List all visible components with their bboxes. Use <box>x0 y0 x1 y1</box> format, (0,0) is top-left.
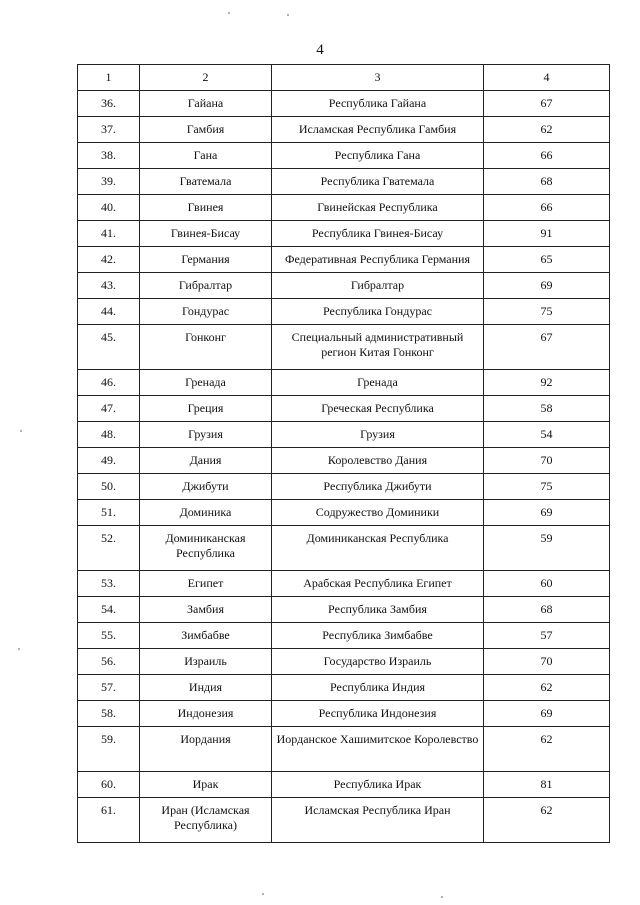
code-value: 62 <box>484 117 610 143</box>
country-name: Иран (Исламская Республика) <box>140 798 272 843</box>
scan-speck <box>228 12 230 14</box>
row-number: 46. <box>78 370 140 396</box>
country-name: Доминиканская Республика <box>140 526 272 571</box>
header-col-3: 3 <box>272 65 484 91</box>
official-name: Республика Индия <box>272 675 484 701</box>
country-name: Израиль <box>140 649 272 675</box>
official-name: Республика Гайана <box>272 91 484 117</box>
row-number: 60. <box>78 772 140 798</box>
row-number: 59. <box>78 727 140 772</box>
official-name: Грузия <box>272 422 484 448</box>
official-name: Гренада <box>272 370 484 396</box>
row-number: 42. <box>78 247 140 273</box>
table-row <box>78 500 610 526</box>
official-name: Специальный административный регион Китая Гонконг <box>272 325 484 370</box>
official-name: Иорданское Хашимитское Королевство <box>272 727 484 772</box>
row-number: 57. <box>78 675 140 701</box>
page-number: 4 <box>316 42 324 58</box>
table-row <box>78 675 610 701</box>
row-number: 48. <box>78 422 140 448</box>
country-name: Гонконг <box>140 325 272 370</box>
country-name: Гайана <box>140 91 272 117</box>
code-value: 66 <box>484 195 610 221</box>
countries-table <box>77 64 610 843</box>
country-name: Германия <box>140 247 272 273</box>
country-name: Гвинея <box>140 195 272 221</box>
table-row <box>78 370 610 396</box>
code-value: 67 <box>484 91 610 117</box>
table-row <box>78 474 610 500</box>
header-col-2: 2 <box>140 65 272 91</box>
table-header-row <box>78 65 610 91</box>
table-row <box>78 448 610 474</box>
official-name: Республика Ирак <box>272 772 484 798</box>
row-number: 52. <box>78 526 140 571</box>
row-number: 39. <box>78 169 140 195</box>
table-row <box>78 422 610 448</box>
code-value: 65 <box>484 247 610 273</box>
official-name: Республика Замбия <box>272 597 484 623</box>
table-row <box>78 597 610 623</box>
country-name: Замбия <box>140 597 272 623</box>
official-name: Королевство Дания <box>272 448 484 474</box>
row-number: 40. <box>78 195 140 221</box>
code-value: 69 <box>484 701 610 727</box>
official-name: Государство Израиль <box>272 649 484 675</box>
code-value: 57 <box>484 623 610 649</box>
official-name: Доминиканская Республика <box>272 526 484 571</box>
table-row <box>78 649 610 675</box>
country-name: Гватемала <box>140 169 272 195</box>
scan-speck <box>287 14 289 16</box>
code-value: 81 <box>484 772 610 798</box>
code-value: 58 <box>484 396 610 422</box>
country-name: Гамбия <box>140 117 272 143</box>
table-row <box>78 247 610 273</box>
country-name: Греция <box>140 396 272 422</box>
official-name: Республика Гана <box>272 143 484 169</box>
country-name: Гибралтар <box>140 273 272 299</box>
row-number: 51. <box>78 500 140 526</box>
official-name: Содружество Доминики <box>272 500 484 526</box>
official-name: Гвинейская Республика <box>272 195 484 221</box>
country-name: Гренада <box>140 370 272 396</box>
table-row <box>78 701 610 727</box>
code-value: 91 <box>484 221 610 247</box>
scan-speck <box>262 893 264 895</box>
code-value: 54 <box>484 422 610 448</box>
official-name: Исламская Республика Иран <box>272 798 484 843</box>
official-name: Республика Гондурас <box>272 299 484 325</box>
table-row <box>78 772 610 798</box>
code-value: 66 <box>484 143 610 169</box>
table-row <box>78 169 610 195</box>
code-value: 62 <box>484 798 610 843</box>
code-value: 62 <box>484 727 610 772</box>
official-name: Республика Зимбабве <box>272 623 484 649</box>
table-row <box>78 143 610 169</box>
country-name: Иордания <box>140 727 272 772</box>
row-number: 38. <box>78 143 140 169</box>
code-value: 70 <box>484 649 610 675</box>
row-number: 58. <box>78 701 140 727</box>
code-value: 69 <box>484 500 610 526</box>
official-name: Республика Джибути <box>272 474 484 500</box>
table-row <box>78 299 610 325</box>
official-name: Республика Гвинея-Бисау <box>272 221 484 247</box>
country-name: Дания <box>140 448 272 474</box>
official-name: Гибралтар <box>272 273 484 299</box>
row-number: 37. <box>78 117 140 143</box>
country-name: Гондурас <box>140 299 272 325</box>
header-col-4: 4 <box>484 65 610 91</box>
table-row <box>78 526 610 571</box>
official-name: Республика Гватемала <box>272 169 484 195</box>
official-name: Республика Индонезия <box>272 701 484 727</box>
code-value: 59 <box>484 526 610 571</box>
country-name: Ирак <box>140 772 272 798</box>
country-name: Грузия <box>140 422 272 448</box>
row-number: 56. <box>78 649 140 675</box>
official-name: Арабская Республика Египет <box>272 571 484 597</box>
table-row <box>78 117 610 143</box>
row-number: 55. <box>78 623 140 649</box>
row-number: 50. <box>78 474 140 500</box>
code-value: 69 <box>484 273 610 299</box>
code-value: 60 <box>484 571 610 597</box>
table-row <box>78 325 610 370</box>
table-row <box>78 221 610 247</box>
header-col-1: 1 <box>78 65 140 91</box>
code-value: 75 <box>484 299 610 325</box>
scan-speck <box>18 648 20 650</box>
scan-speck <box>441 896 443 898</box>
row-number: 36. <box>78 91 140 117</box>
row-number: 41. <box>78 221 140 247</box>
row-number: 47. <box>78 396 140 422</box>
table-row <box>78 571 610 597</box>
row-number: 54. <box>78 597 140 623</box>
table-row <box>78 91 610 117</box>
table-row <box>78 727 610 772</box>
country-name: Египет <box>140 571 272 597</box>
row-number: 61. <box>78 798 140 843</box>
country-name: Гвинея-Бисау <box>140 221 272 247</box>
code-value: 62 <box>484 675 610 701</box>
table-row <box>78 623 610 649</box>
country-name: Гана <box>140 143 272 169</box>
table-row <box>78 798 610 843</box>
row-number: 53. <box>78 571 140 597</box>
table-row <box>78 396 610 422</box>
official-name: Греческая Республика <box>272 396 484 422</box>
row-number: 43. <box>78 273 140 299</box>
table-row <box>78 273 610 299</box>
country-name: Индия <box>140 675 272 701</box>
country-name: Зимбабве <box>140 623 272 649</box>
code-value: 68 <box>484 597 610 623</box>
row-number: 45. <box>78 325 140 370</box>
table-row <box>78 195 610 221</box>
code-value: 70 <box>484 448 610 474</box>
code-value: 67 <box>484 325 610 370</box>
code-value: 75 <box>484 474 610 500</box>
code-value: 92 <box>484 370 610 396</box>
row-number: 44. <box>78 299 140 325</box>
row-number: 49. <box>78 448 140 474</box>
code-value: 68 <box>484 169 610 195</box>
country-name: Джибути <box>140 474 272 500</box>
official-name: Федеративная Республика Германия <box>272 247 484 273</box>
official-name: Исламская Республика Гамбия <box>272 117 484 143</box>
country-name: Доминика <box>140 500 272 526</box>
scan-speck <box>20 430 22 432</box>
country-name: Индонезия <box>140 701 272 727</box>
